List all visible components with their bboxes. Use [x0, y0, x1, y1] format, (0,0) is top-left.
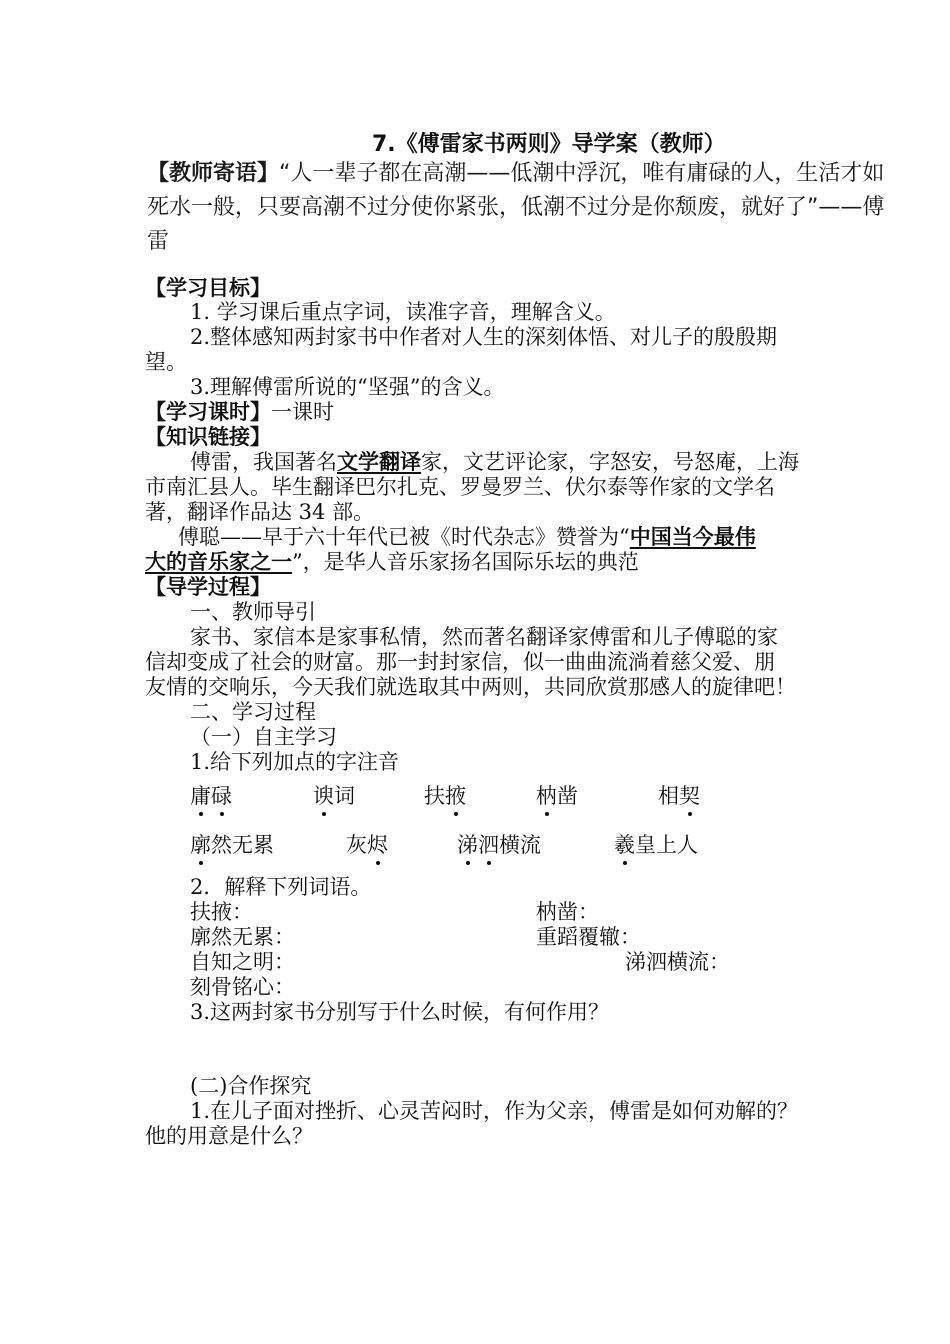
term-chongdao: 重蹈覆辙：	[536, 925, 641, 949]
word-row2-2: 灰烬	[346, 833, 388, 857]
goal-3: 3.理解傅雷所说的“坚强”的含义。	[190, 375, 505, 399]
teacher-message-line-2: 死水一般，只要高潮不过分使你紧张，低潮不过分是你颓废，就好了”——傅	[147, 195, 885, 220]
link-p1-line-1	[190, 449, 799, 475]
dotted-char: 碌	[211, 784, 232, 808]
term-ruizao: 枘凿：	[536, 900, 599, 924]
process-heading: 【导学过程】	[145, 574, 271, 599]
word-row1-5: 相契	[658, 784, 700, 808]
teacher-message-line-1	[147, 157, 884, 191]
term-zizhi: 自知之明：	[190, 950, 295, 974]
teacher-message-text-1: “人一辈子都在高潮——低潮中浮沉，唯有庸碌的人，生活才如	[279, 161, 885, 186]
word-row2-1: 廓然无累	[190, 833, 274, 857]
link-p1-pre: 傅雷，我国著名	[190, 450, 337, 474]
section-1-line-3: 友情的交响乐，今天我们就选取其中两则，共同欣赏那感人的旋律吧！	[145, 675, 796, 699]
term-kuoran: 廓然无累：	[190, 925, 295, 949]
dotted-char: 羲	[614, 833, 635, 857]
dotted-char: 烬	[367, 833, 388, 857]
link-p1-emphasis: 文学翻译	[337, 449, 421, 474]
dotted-char: 谀	[313, 784, 334, 808]
word-row2-3: 涕泗横流	[457, 833, 541, 857]
question-1: 1.给下列加点的字注音	[190, 750, 400, 774]
section-1-line-1: 家书、家信本是家事私情，然而著名翻译家傅雷和儿子傅聪的家	[190, 625, 778, 649]
link-p1-line-2: 市南汇县人。毕生翻译巴尔扎克、罗曼罗兰、伏尔泰等作家的文学名	[145, 475, 775, 499]
dotted-char: 契	[679, 784, 700, 808]
term-kegu: 刻骨铭心：	[190, 975, 295, 999]
link-p1-post: 家，文艺评论家，字怒安，号怒庵，上海	[421, 450, 799, 474]
goal-1: 1. 学习课后重点字词，读准字音，理解含义。	[190, 300, 616, 324]
self-study-title: （一）自主学习	[190, 725, 337, 749]
word-row1-4: 枘凿	[536, 784, 578, 808]
link-p2-line-1	[178, 524, 756, 550]
link-p2-line-2	[145, 549, 639, 575]
teacher-message-label: 【教师寄语】	[147, 161, 280, 186]
section-1-title: 一、教师导引	[190, 600, 316, 624]
goals-heading: 【学习目标】	[145, 275, 271, 300]
teacher-message-line-3: 雷	[147, 229, 170, 254]
dotted-char: 廓	[190, 833, 211, 857]
word-row1-3: 扶掖	[424, 784, 466, 808]
dotted-char: 掖	[445, 784, 466, 808]
page-title: 7.《傅雷家书两则》导学案（教师）	[372, 132, 726, 157]
term-tisi: 涕泗横流：	[625, 950, 730, 974]
period-line	[145, 399, 334, 425]
question-2: 2．解释下列词语。	[190, 875, 372, 899]
dotted-char: 泗	[478, 833, 499, 857]
word-row2-4: 羲皇上人	[614, 833, 698, 857]
dotted-char: 涕	[457, 833, 478, 857]
question-3: 3.这两封家书分别写于什么时候，有何作用？	[190, 1000, 610, 1024]
goal-2-line-2: 望。	[145, 350, 187, 374]
link-p2-emphasis-1: 中国当今最伟	[629, 524, 756, 549]
period-heading: 【学习课时】	[145, 399, 271, 424]
cooperative-title: (二)合作探究	[190, 1074, 312, 1098]
link-heading: 【知识链接】	[145, 424, 271, 449]
dotted-char: 枘	[536, 784, 557, 808]
section-2-title: 二、学习过程	[190, 700, 316, 724]
period-value: 一课时	[271, 400, 334, 424]
link-p2-pre: 傅聪——早于六十年代已被《时代杂志》赞誉为“	[178, 525, 630, 549]
goal-2-line-1: 2.整体感知两封家书中作者对人生的深刻体悟、对儿子的殷殷期	[190, 325, 778, 349]
word-row1-2: 谀词	[313, 784, 355, 808]
cooperative-q1-line-1: 1.在儿子面对挫折、心灵苦闷时，作为父亲，傅雷是如何劝解的？	[190, 1099, 799, 1123]
link-p2-post: ”，是华人音乐家扬名国际乐坛的典范	[292, 550, 639, 574]
cooperative-q1-line-2: 他的用意是什么？	[145, 1124, 313, 1148]
dotted-char: 庸	[190, 784, 211, 808]
term-fuye: 扶掖：	[190, 900, 253, 924]
link-p1-line-3: 著，翻译作品达 34 部。	[145, 500, 375, 524]
section-1-line-2: 信却变成了社会的财富。那一封封家信，似一曲曲流淌着慈父爱、朋	[145, 650, 775, 674]
word-row1-1	[190, 783, 232, 809]
link-p2-emphasis-2: 大的音乐家之一	[145, 549, 292, 574]
